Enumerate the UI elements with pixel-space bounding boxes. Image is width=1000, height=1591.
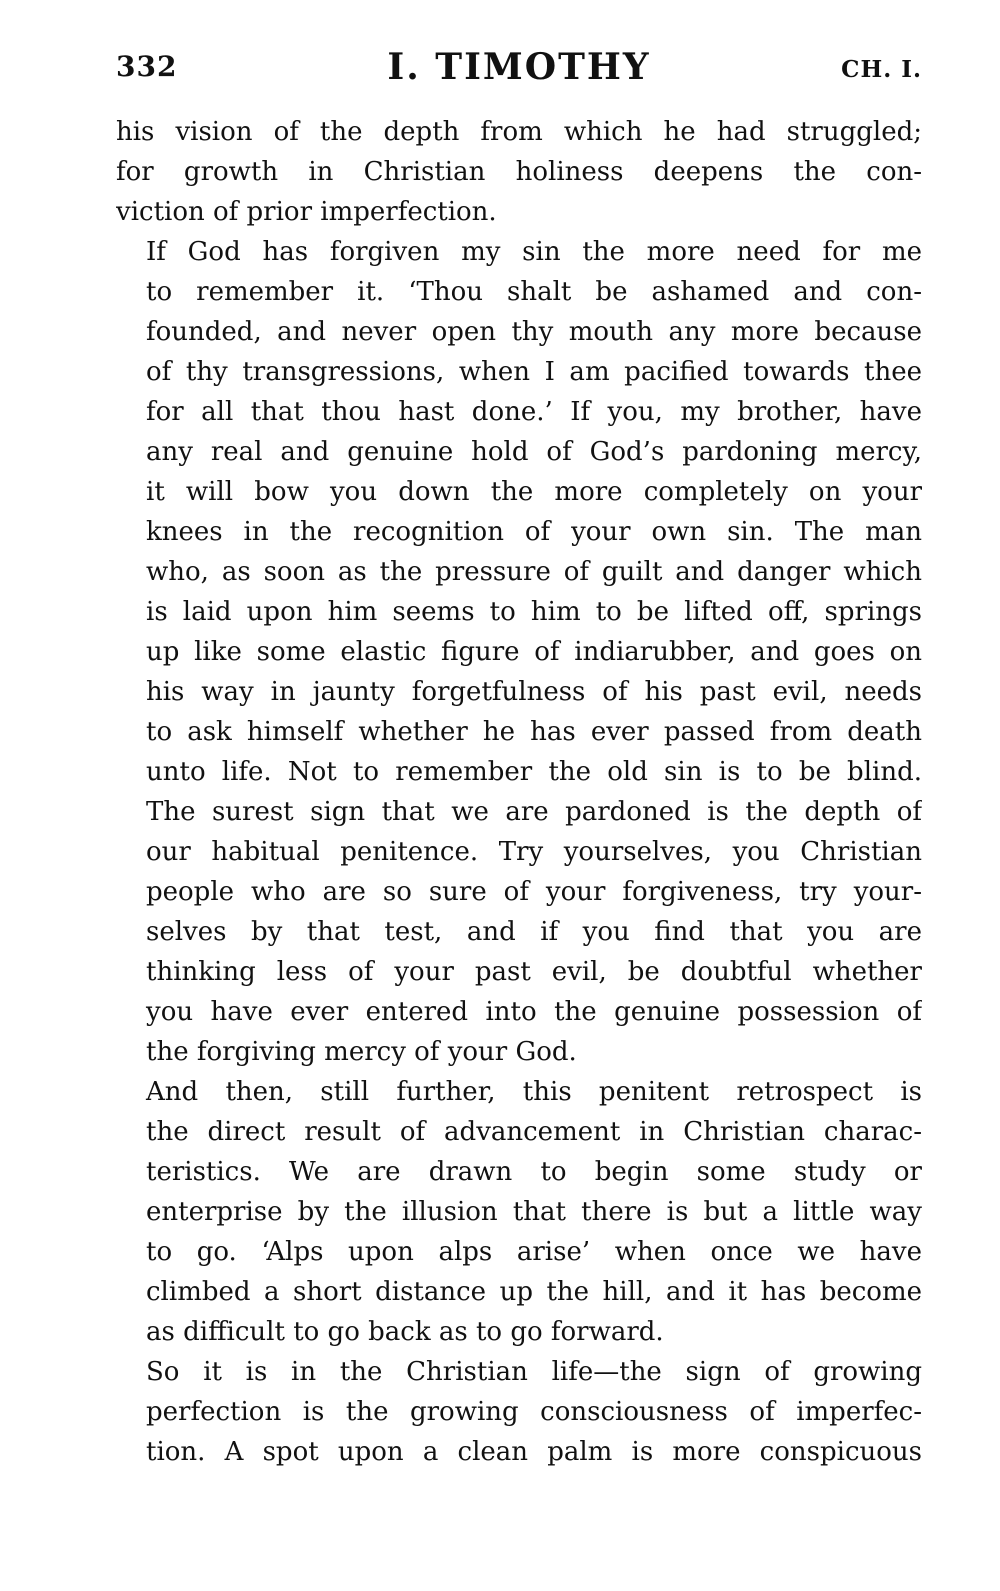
paragraph-3	[116, 1072, 922, 1352]
text-line: founded, and never open thy mouth any more because	[146, 317, 922, 347]
text-line: our habitual penitence. Try yourselves, you Christian	[146, 837, 922, 867]
chapter-label: CH. I.	[841, 56, 922, 83]
text-line: is laid upon him seems to him to be lifted off, springs	[146, 597, 922, 627]
text-line: for all that thou hast done.’ If you, my brother, have	[146, 397, 922, 427]
text-line: the forgiving mercy of your God.	[146, 1037, 577, 1067]
paragraph-1	[116, 112, 922, 232]
text-line: teristics. We are drawn to begin some study or	[146, 1157, 922, 1187]
paragraph-2	[116, 232, 922, 1072]
text-line: it will bow you down the more completely on your	[146, 477, 922, 507]
book-title: I. TIMOTHY	[387, 46, 651, 88]
text-line: viction of prior imperfection.	[116, 197, 497, 227]
text-line: So it is in the Christian life—the sign of growing	[146, 1357, 922, 1387]
text-line: for growth in Christian holiness deepens the con-	[116, 157, 922, 187]
text-line: thinking less of your past evil, be doubtful whether	[146, 957, 922, 987]
text-line: you have ever entered into the genuine possession of	[146, 997, 922, 1027]
text-line: tion. A spot upon a clean palm is more conspicuous	[146, 1437, 922, 1467]
text-line: who, as soon as the pressure of guilt and danger which	[146, 557, 922, 587]
text-line: knees in the recognition of your own sin. The man	[146, 517, 922, 547]
text-line: to remember it. ‘Thou shalt be ashamed and con-	[146, 277, 922, 307]
text-line: climbed a short distance up the hill, and it has become	[146, 1277, 922, 1307]
text-line: his way in jaunty forgetfulness of his past evil, needs	[146, 677, 922, 707]
text-line: selves by that test, and if you find that you are	[146, 917, 922, 947]
text-line: to ask himself whether he has ever passed from death	[146, 717, 922, 747]
text-line: the direct result of advancement in Christian charac-	[146, 1117, 922, 1147]
page-number: 332	[116, 50, 178, 83]
text-line: as difficult to go back as to go forward.	[146, 1317, 664, 1347]
running-head	[116, 46, 922, 90]
text-line: to go. ‘Alps upon alps arise’ when once we have	[146, 1237, 922, 1267]
text-line: of thy transgressions, when I am pacified towards thee	[146, 357, 922, 387]
text-line: unto life. Not to remember the old sin is to be blind.	[146, 757, 922, 787]
text-line: his vision of the depth from which he had struggled;	[116, 117, 922, 147]
paragraph-4	[116, 1352, 922, 1472]
text-line: people who are so sure of your forgiveness, try your-	[146, 877, 922, 907]
text-line: any real and genuine hold of God’s pardoning mercy,	[146, 437, 922, 467]
text-line: up like some elastic figure of indiarubber, and goes on	[146, 637, 922, 667]
text-line: enterprise by the illusion that there is but a little way	[146, 1197, 922, 1227]
text-line: If God has forgiven my sin the more need for me	[146, 237, 922, 267]
text-line: perfection is the growing consciousness of imperfec-	[146, 1397, 922, 1427]
text-line: The surest sign that we are pardoned is the depth of	[146, 797, 922, 827]
body-text	[116, 112, 922, 1472]
text-line: And then, still further, this penitent retrospect is	[146, 1077, 922, 1107]
